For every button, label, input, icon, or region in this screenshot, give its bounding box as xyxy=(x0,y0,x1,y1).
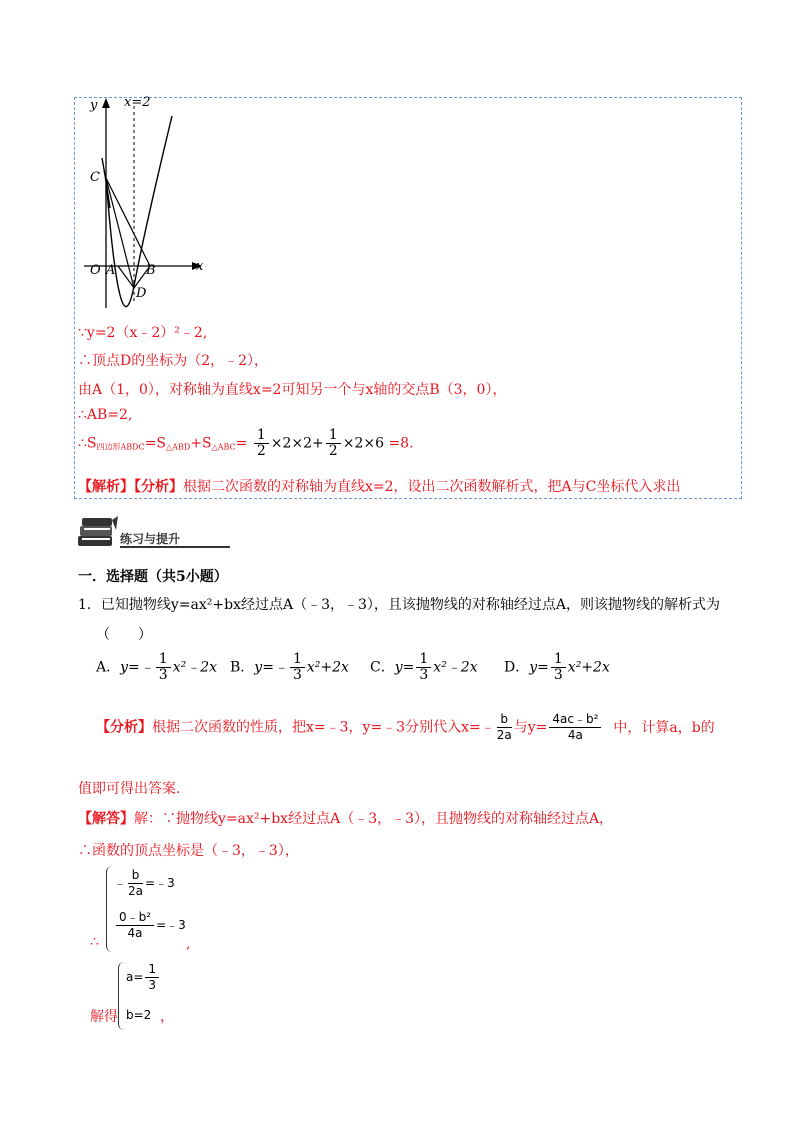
jieda-tag: 【解答】 xyxy=(78,811,134,827)
question-stem: 1．已知抛物线y=ax²+bx经过点A（﹣3，﹣3），且该抛物线的对称轴经过点A，则该抛物线的解析式为 xyxy=(78,597,721,613)
analysis-text: 根据二次函数的对称轴为直线x=2，设出二次函数解析式，把A与C坐标代入求出 xyxy=(183,479,681,495)
books-icon xyxy=(76,516,120,550)
system2-line2: b=2 xyxy=(126,1008,152,1022)
solution-line-3: 由A（1，0），对称轴为直线x=2可知另一个与x轴的交点B（3，0）， xyxy=(78,382,507,398)
graph-point-C: C xyxy=(90,170,100,185)
fenxi-continued: 值即可得出答案. xyxy=(78,781,181,797)
area-sub3: △ABC xyxy=(211,442,236,452)
solution-line-1: ∵y=2（x﹣2）²﹣2, xyxy=(78,325,208,341)
section-banner xyxy=(76,516,236,550)
area-sub2: △ABD xyxy=(166,442,191,452)
fenxi-c: 中，计算a，b的 xyxy=(613,719,715,736)
question-options xyxy=(96,652,656,700)
area-result: =8. xyxy=(388,435,414,452)
graph-point-O: O xyxy=(90,263,101,278)
jieda-line xyxy=(78,808,613,828)
fenxi-tag: 【分析】 xyxy=(96,719,152,736)
jieda-vertex: ∴函数的顶点坐标是（﹣3，﹣3）， xyxy=(78,843,299,859)
option-B[interactable]: B．y=﹣ $\frac{1}{3}$ x²+2x xyxy=(230,651,349,683)
system1-brace xyxy=(106,866,113,952)
half-fraction-1: $\frac{1}{2}$ xyxy=(254,428,269,459)
half-fraction-2: $\frac{1}{2}$ xyxy=(326,428,341,459)
solve-label: 解得 xyxy=(90,1009,118,1025)
fenxi-a: 根据二次函数的性质，把x=﹣3，y=﹣3分别代入x=﹣ xyxy=(152,719,495,736)
area-mid1: =S xyxy=(144,435,167,452)
y-axis-arrow xyxy=(102,98,110,108)
solution-line-4: ∴AB=2, xyxy=(78,407,133,423)
solution-area-line xyxy=(78,428,414,459)
graph-axis-label: x=2 xyxy=(124,95,151,110)
analysis-line xyxy=(78,476,680,496)
graph-point-A: A xyxy=(106,263,116,278)
system2-line1: a= $\frac{1}{3}$ xyxy=(126,962,161,993)
parabola-graph xyxy=(80,98,220,313)
system1-line1: ﹣ $\frac{b}{2a}$ =﹣3 xyxy=(114,868,175,898)
option-C[interactable]: C．y= $\frac{1}{3}$ x²﹣2x xyxy=(370,651,478,683)
banner-underline xyxy=(120,546,230,548)
area-sub: 四边形ABDC xyxy=(96,442,145,452)
area-prefix: ∴S xyxy=(78,435,97,452)
frac-b-2a: $\frac{b}{2a}$ xyxy=(496,712,512,742)
option-D[interactable]: D．y= $\frac{1}{3}$ x²+2x xyxy=(504,651,610,683)
area-mid2: +S xyxy=(190,435,212,452)
jieda-a: 解：∵抛物线y=ax²+bx经过点A（﹣3，﹣3），且抛物线的对称轴经过点A， xyxy=(134,811,614,827)
question-blank: （ ） xyxy=(96,627,152,643)
area-eq: = xyxy=(235,435,248,452)
banner-text: 练习与提升 xyxy=(120,532,181,546)
system2-brace xyxy=(118,962,125,1030)
graph-y-label: y xyxy=(90,98,98,113)
graph-x-label: x xyxy=(196,259,204,274)
frac-vertex-y: $\frac{\text{4ac﹣b²}}{4a}$ xyxy=(549,712,601,743)
therefore-symbol: ∴ xyxy=(90,934,99,950)
system2-comma: ， xyxy=(160,1009,174,1025)
analysis-tag: 【解析】【分析】 xyxy=(78,479,183,495)
area-prod1: ×2×2+ xyxy=(270,435,324,452)
parabola-curve xyxy=(106,116,172,307)
graph-point-B: B xyxy=(146,263,156,278)
fenxi-b: 与y= xyxy=(513,719,548,736)
solution-line-2: ∴顶点D的坐标为（2，﹣2）， xyxy=(78,353,269,369)
section-heading: 一．选择题（共5小题） xyxy=(78,569,228,585)
system1-comma: , xyxy=(186,936,191,952)
system1-line2: $\frac{\text{0﹣b²}}{4a}$ =﹣3 xyxy=(114,910,186,941)
area-prod2: ×2×6 xyxy=(342,435,384,452)
graph-point-D: D xyxy=(136,286,147,301)
option-A[interactable]: A．y=﹣ $\frac{1}{3}$ x²﹣2x xyxy=(96,651,217,683)
fenxi-line xyxy=(96,712,715,743)
